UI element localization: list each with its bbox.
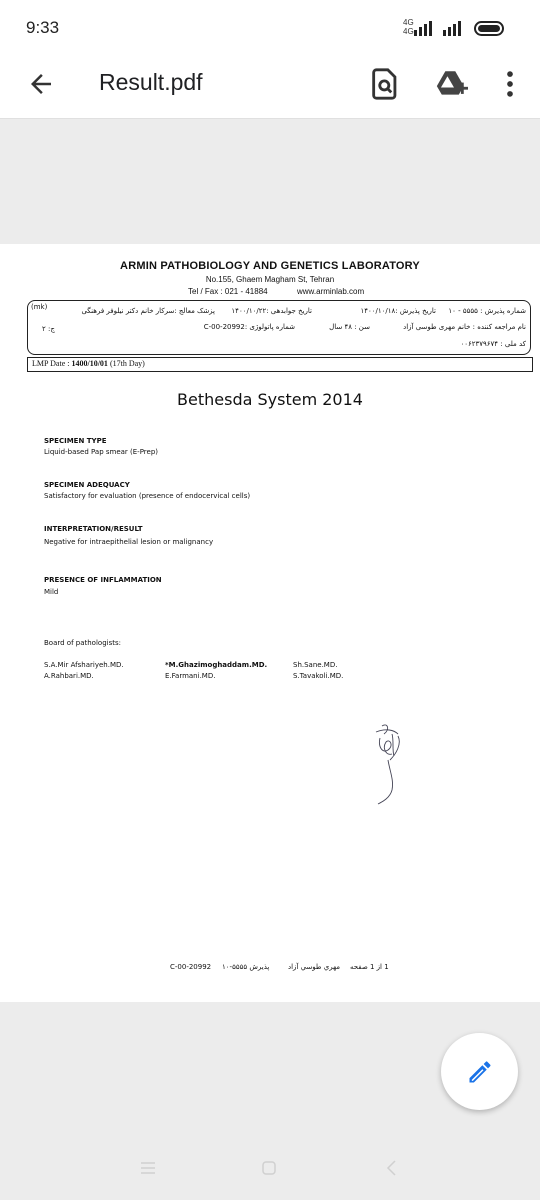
patient-info-box — [27, 300, 531, 355]
signal-icon-2 — [443, 20, 461, 36]
lab-address: No.155, Ghaem Magham St, Tehran — [205, 275, 335, 284]
pathologist-name: S.A.Mir Afshariyeh.MD. — [44, 661, 124, 669]
lmp-label: LMP Date : — [32, 359, 70, 368]
status-time: 9:33 — [26, 18, 60, 37]
pencil-icon — [466, 1058, 494, 1086]
menu-nav-icon[interactable] — [138, 1158, 158, 1178]
system-nav-bar — [0, 1140, 540, 1200]
section-value: Satisfactory for evaluation (presence of endocervical cells) — [44, 492, 251, 500]
section-value: Mild — [44, 588, 59, 596]
pathology-number: شماره پاتولوژی :C-00-20992 — [203, 323, 295, 331]
operator-tag: (mk) — [31, 303, 48, 311]
battery-icon — [474, 21, 504, 36]
report-heading: Bethesda System 2014 — [177, 390, 363, 409]
pathologist-name: E.Farmani.MD. — [165, 672, 216, 680]
lmp-day: (17th Day) — [109, 359, 145, 368]
pathologist-name: S.Tavakoli.MD. — [293, 672, 344, 680]
section-value: Negative for intraepithelial lesion or malignancy — [44, 538, 214, 546]
document-title: Result.pdf — [99, 69, 203, 95]
footer-patient: مهري طوسي آزاد — [288, 963, 341, 971]
section-title: INTERPRETATION/RESULT — [44, 525, 143, 533]
admission-date: تاریخ پذیرش :۱۴۰۰/۱۰/۱۸ — [360, 307, 436, 315]
pathologist-name: A.Rahbari.MD. — [44, 672, 94, 680]
app-bar — [0, 56, 540, 119]
answer-date: تاریخ جوابدهی :۱۴۰۰/۱۰/۲۲ — [231, 307, 312, 315]
pathologist-name: Sh.Sane.MD. — [293, 661, 338, 669]
footer-admission: پذیرش ۵۵۵۵-۱۰ — [222, 963, 270, 971]
patient-age: سن : ۴۸ سال — [329, 323, 370, 331]
lmp-date-box — [27, 357, 533, 372]
add-to-drive-icon[interactable] — [434, 67, 468, 101]
footer-code: C-00-20992 — [170, 963, 212, 971]
pathologist-name: *M.Ghazimoghaddam.MD. — [165, 661, 268, 669]
lab-tel: Tel / Fax : 021 - 41884 — [188, 287, 268, 296]
physician-name: پزشک معالج :سرکار خانم دکتر نیلوفر فرهنگی — [81, 307, 215, 315]
admission-number: شماره پذیرش : ۵۵۵۵ - ۱۰ — [448, 307, 526, 315]
status-bar — [0, 0, 540, 56]
signature-image — [368, 720, 412, 806]
lab-website: www.arminlab.com — [297, 287, 365, 296]
more-vert-icon[interactable] — [493, 67, 527, 101]
arrow-left-icon[interactable] — [26, 69, 56, 99]
signal-icon — [414, 20, 432, 36]
section-title: SPECIMEN ADEQUACY — [44, 481, 130, 489]
section-value: Liquid-based Pap smear (E-Prep) — [44, 448, 159, 456]
footer-page-number: 1 از 1 صفحه — [350, 963, 389, 971]
pdf-page[interactable] — [0, 244, 540, 1002]
network-type-label: 4G 4G — [403, 18, 414, 36]
board-label: Board of pathologists: — [44, 639, 121, 647]
section-title: SPECIMEN TYPE — [44, 437, 107, 445]
lab-name: ARMIN PATHOBIOLOGY AND GENETICS LABORATORY — [120, 260, 420, 272]
section-title: PRESENCE OF INFLAMMATION — [44, 576, 162, 584]
national-code: کد ملی : ۰۰۶۲۳۷۹۶۷۴ — [460, 340, 526, 348]
home-nav-icon[interactable] — [259, 1158, 279, 1178]
edit-button[interactable] — [441, 1033, 518, 1110]
patient-name: نام مراجعه کننده : خانم مهری طوسی آزاد — [403, 323, 526, 331]
lmp-date: 1400/10/01 — [71, 359, 108, 368]
page-count: ج: ۲ — [42, 325, 55, 333]
document-search-icon[interactable] — [368, 67, 402, 101]
back-nav-icon[interactable] — [382, 1158, 402, 1178]
